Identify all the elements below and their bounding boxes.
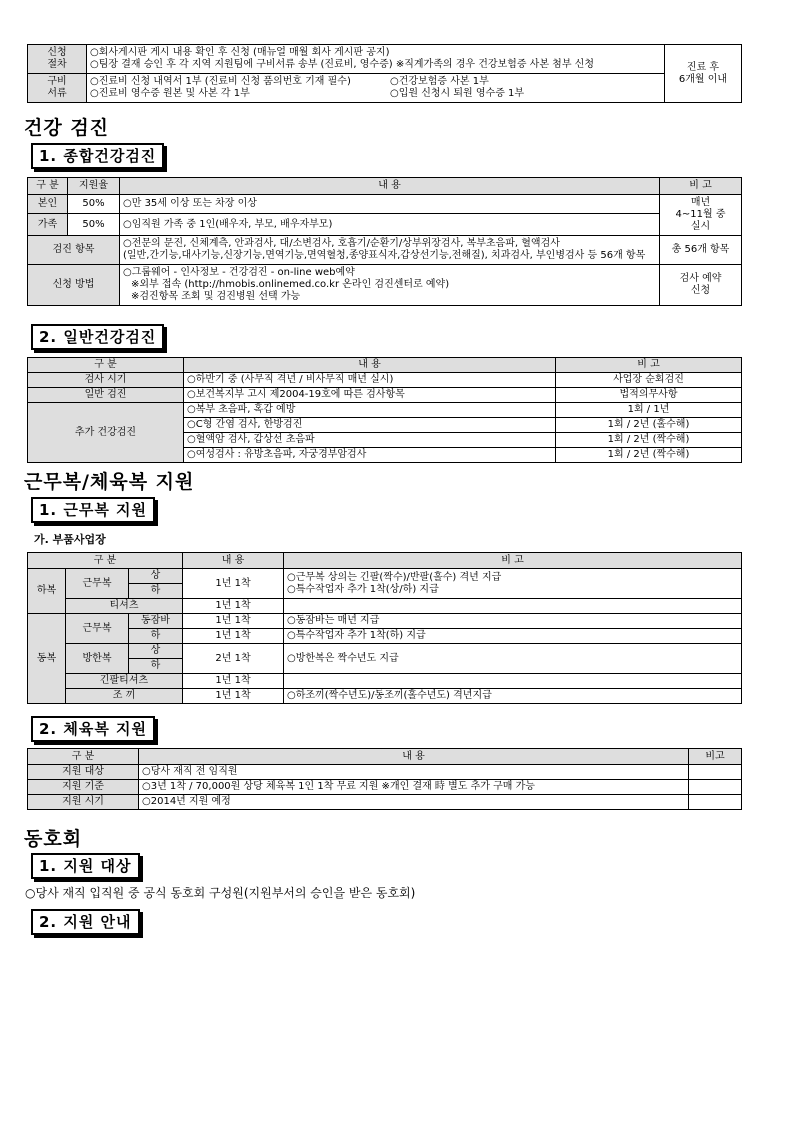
family-content: ○임직원 가족 중 1인(배우자, 부모, 배우자부모) — [120, 214, 660, 236]
col-gubun: 구 분 — [28, 358, 184, 373]
tshirt-label: 티셔츠 — [66, 599, 183, 614]
club-target-text: ○당사 재직 입직원 중 공식 동호회 구성원(지원부서의 승인을 받은 동호회) — [25, 886, 416, 900]
row-note — [689, 795, 742, 810]
procedure-content: ○회사게시판 게시 내용 확인 후 신청 (매뉴얼 매월 회사 게시판 공지) ○팀장 결재 승인 후 각 지역 지원팀에 구비서류 송부 (진료비, 영수증) ※직계가족의 경우 건강보험증 사본 첨부 신청 — [87, 45, 665, 74]
comprehensive-checkup-title: 1. 종합건강검진 — [31, 143, 164, 169]
col-content: 내 용 — [139, 749, 689, 765]
club-target-title: 1. 지원 대상 — [31, 853, 140, 879]
row-label: 검사 시기 — [28, 373, 184, 388]
row-label: 일반 검진 — [28, 388, 184, 403]
col-note: 비 고 — [556, 358, 742, 373]
procedure-label: 신청 절차 — [28, 45, 87, 74]
items-label: 검진 항목 — [28, 236, 120, 265]
lower-label: 하 — [129, 629, 183, 644]
col-content: 내 용 — [120, 178, 660, 195]
summer-workwear-cycle: 1년 1착 — [183, 569, 284, 599]
col-gubun: 구 분 — [28, 749, 139, 765]
longsleeve-cycle: 1년 1착 — [183, 674, 284, 689]
extra-note: 1회 / 2년 (짝수해) — [556, 448, 742, 463]
club-guide-title: 2. 지원 안내 — [31, 909, 140, 935]
extra-content: ○여성검사 : 유방초음파, 자궁경부암검사 — [184, 448, 556, 463]
row-note: 법적의무사항 — [556, 388, 742, 403]
self-rate: 50% — [68, 195, 120, 214]
coldwear-label: 방한복 — [66, 644, 129, 674]
row-note — [689, 765, 742, 780]
jumper-label: 동잠바 — [129, 614, 183, 629]
general-checkup-table — [27, 357, 742, 463]
summer-label: 하복 — [28, 569, 66, 614]
vest-note: ○하조끼(짝수년도)/동조끼(홀수년도) 격년지급 — [284, 689, 742, 704]
coldwear-note: ○방한복은 짝수년도 지급 — [284, 644, 742, 674]
row-content: ○하반기 중 (사무직 격년 / 비사무직 매년 실시) — [184, 373, 556, 388]
col-content: 내 용 — [183, 553, 284, 569]
jumper-cycle: 1년 1착 — [183, 614, 284, 629]
apply-note: 검사 예약 신청 — [660, 265, 742, 306]
row-label: 지원 시기 — [28, 795, 139, 810]
upper-label: 상 — [129, 569, 183, 584]
schedule-note: 매년 4~11월 중 실시 — [660, 195, 742, 236]
winter-lower-note: ○특수작업자 추가 1착(하) 지급 — [284, 629, 742, 644]
items-content: ○전문의 문진, 신체계측, 안과검사, 대/소변검사, 호흡기/순환기/상부위장검사, 복부초음파, 혈액검사 (일반,간기능,대사기능,신장기능,면역기능,면역혈청,종양표식자,갑상선기능,전해질), 치과검사, 부인병검사 등 56개 항목 — [120, 236, 660, 265]
parts-plant-subtitle: 가. 부품사업장 — [34, 533, 106, 546]
extra-note: 1회 / 2년 (홀수해) — [556, 418, 742, 433]
col-content: 내 용 — [184, 358, 556, 373]
col-support: 지원율 — [68, 178, 120, 195]
apply-content: ○그룹웨어 - 인사정보 - 건강검진 - on-line web예약 ※외부 접속 (http://hmobis.onlinemed.co.kr 온라인 검진센터로 예약) ※검진항목 조회 및 검진병원 선택 가능 — [120, 265, 660, 306]
row-content: ○3년 1착 / 70,000원 상당 체육복 1인 1착 무료 지원 ※개인 결재 時 별도 추가 구매 가능 — [139, 780, 689, 795]
workwear-table — [27, 552, 742, 704]
row-note — [689, 780, 742, 795]
row-note: 사업장 순회검진 — [556, 373, 742, 388]
col-note: 비고 — [689, 749, 742, 765]
jumper-note: ○동잠바는 매년 지급 — [284, 614, 742, 629]
vest-label: 조 끼 — [66, 689, 183, 704]
col-gubun: 구 분 — [28, 178, 68, 195]
longsleeve-note — [284, 674, 742, 689]
items-note: 총 56개 항목 — [660, 236, 742, 265]
documents-content: ○진료비 신청 내역서 1부 (진료비 신청 품의번호 기재 필수) ○건강보험증 사본 1부 ○진료비 영수증 원본 및 사본 각 1부 ○입원 신청시 퇴원 영수증 1부 — [87, 74, 665, 103]
lower-label: 하 — [129, 659, 183, 674]
extra-content: ○복부 초음파, 혹갑 예방 — [184, 403, 556, 418]
documents-label: 구비 서류 — [28, 74, 87, 103]
extra-note: 1회 / 1년 — [556, 403, 742, 418]
extra-note: 1회 / 2년 (짝수해) — [556, 433, 742, 448]
longsleeve-label: 긴팔티셔츠 — [66, 674, 183, 689]
winter-workwear-label: 근무복 — [66, 614, 129, 644]
family-label: 가족 — [28, 214, 68, 236]
comprehensive-checkup-table — [27, 177, 742, 306]
winter-label: 동복 — [28, 614, 66, 704]
general-checkup-title: 2. 일반건강검진 — [31, 324, 164, 350]
coldwear-cycle: 2년 1착 — [183, 644, 284, 674]
family-rate: 50% — [68, 214, 120, 236]
tshirt-note — [284, 599, 742, 614]
winter-lower-cycle: 1년 1착 — [183, 629, 284, 644]
self-content: ○만 35세 이상 또는 차장 이상 — [120, 195, 660, 214]
row-content: ○당사 재직 전 임직원 — [139, 765, 689, 780]
extra-checkup-label: 추가 건강검진 — [28, 403, 184, 463]
workwear-title: 1. 근무복 지원 — [31, 497, 155, 523]
tshirt-cycle: 1년 1착 — [183, 599, 284, 614]
col-note: 비 고 — [284, 553, 742, 569]
col-note: 비 고 — [660, 178, 742, 195]
row-content: ○보건복지부 고시 제2004-19호에 따른 검사항목 — [184, 388, 556, 403]
sportswear-table — [27, 748, 742, 810]
lower-label: 하 — [129, 584, 183, 599]
row-label: 지원 대상 — [28, 765, 139, 780]
upper-label: 상 — [129, 644, 183, 659]
summer-workwear-note: ○근무복 상의는 긴팔(짝수)/반팔(홀수) 격년 지급 ○특수작업자 추가 1착(상/하) 지급 — [284, 569, 742, 599]
medical-claim-table — [27, 44, 742, 103]
row-label: 지원 기준 — [28, 780, 139, 795]
apply-label: 신청 방법 — [28, 265, 120, 306]
extra-content: ○C형 간염 검사, 한방검진 — [184, 418, 556, 433]
club-heading: 동호회 — [24, 828, 83, 850]
summer-workwear-label: 근무복 — [66, 569, 129, 599]
health-checkup-heading: 건강 검진 — [24, 117, 110, 139]
claim-deadline-note: 진료 후 6개월 이내 — [665, 45, 742, 103]
row-content: ○2014년 지원 예정 — [139, 795, 689, 810]
self-label: 본인 — [28, 195, 68, 214]
col-gubun: 구 분 — [28, 553, 183, 569]
vest-cycle: 1년 1착 — [183, 689, 284, 704]
uniform-heading: 근무복/체육복 지원 — [24, 471, 195, 493]
extra-content: ○혈액암 검사, 갑상선 초음파 — [184, 433, 556, 448]
sportswear-title: 2. 체육복 지원 — [31, 716, 155, 742]
